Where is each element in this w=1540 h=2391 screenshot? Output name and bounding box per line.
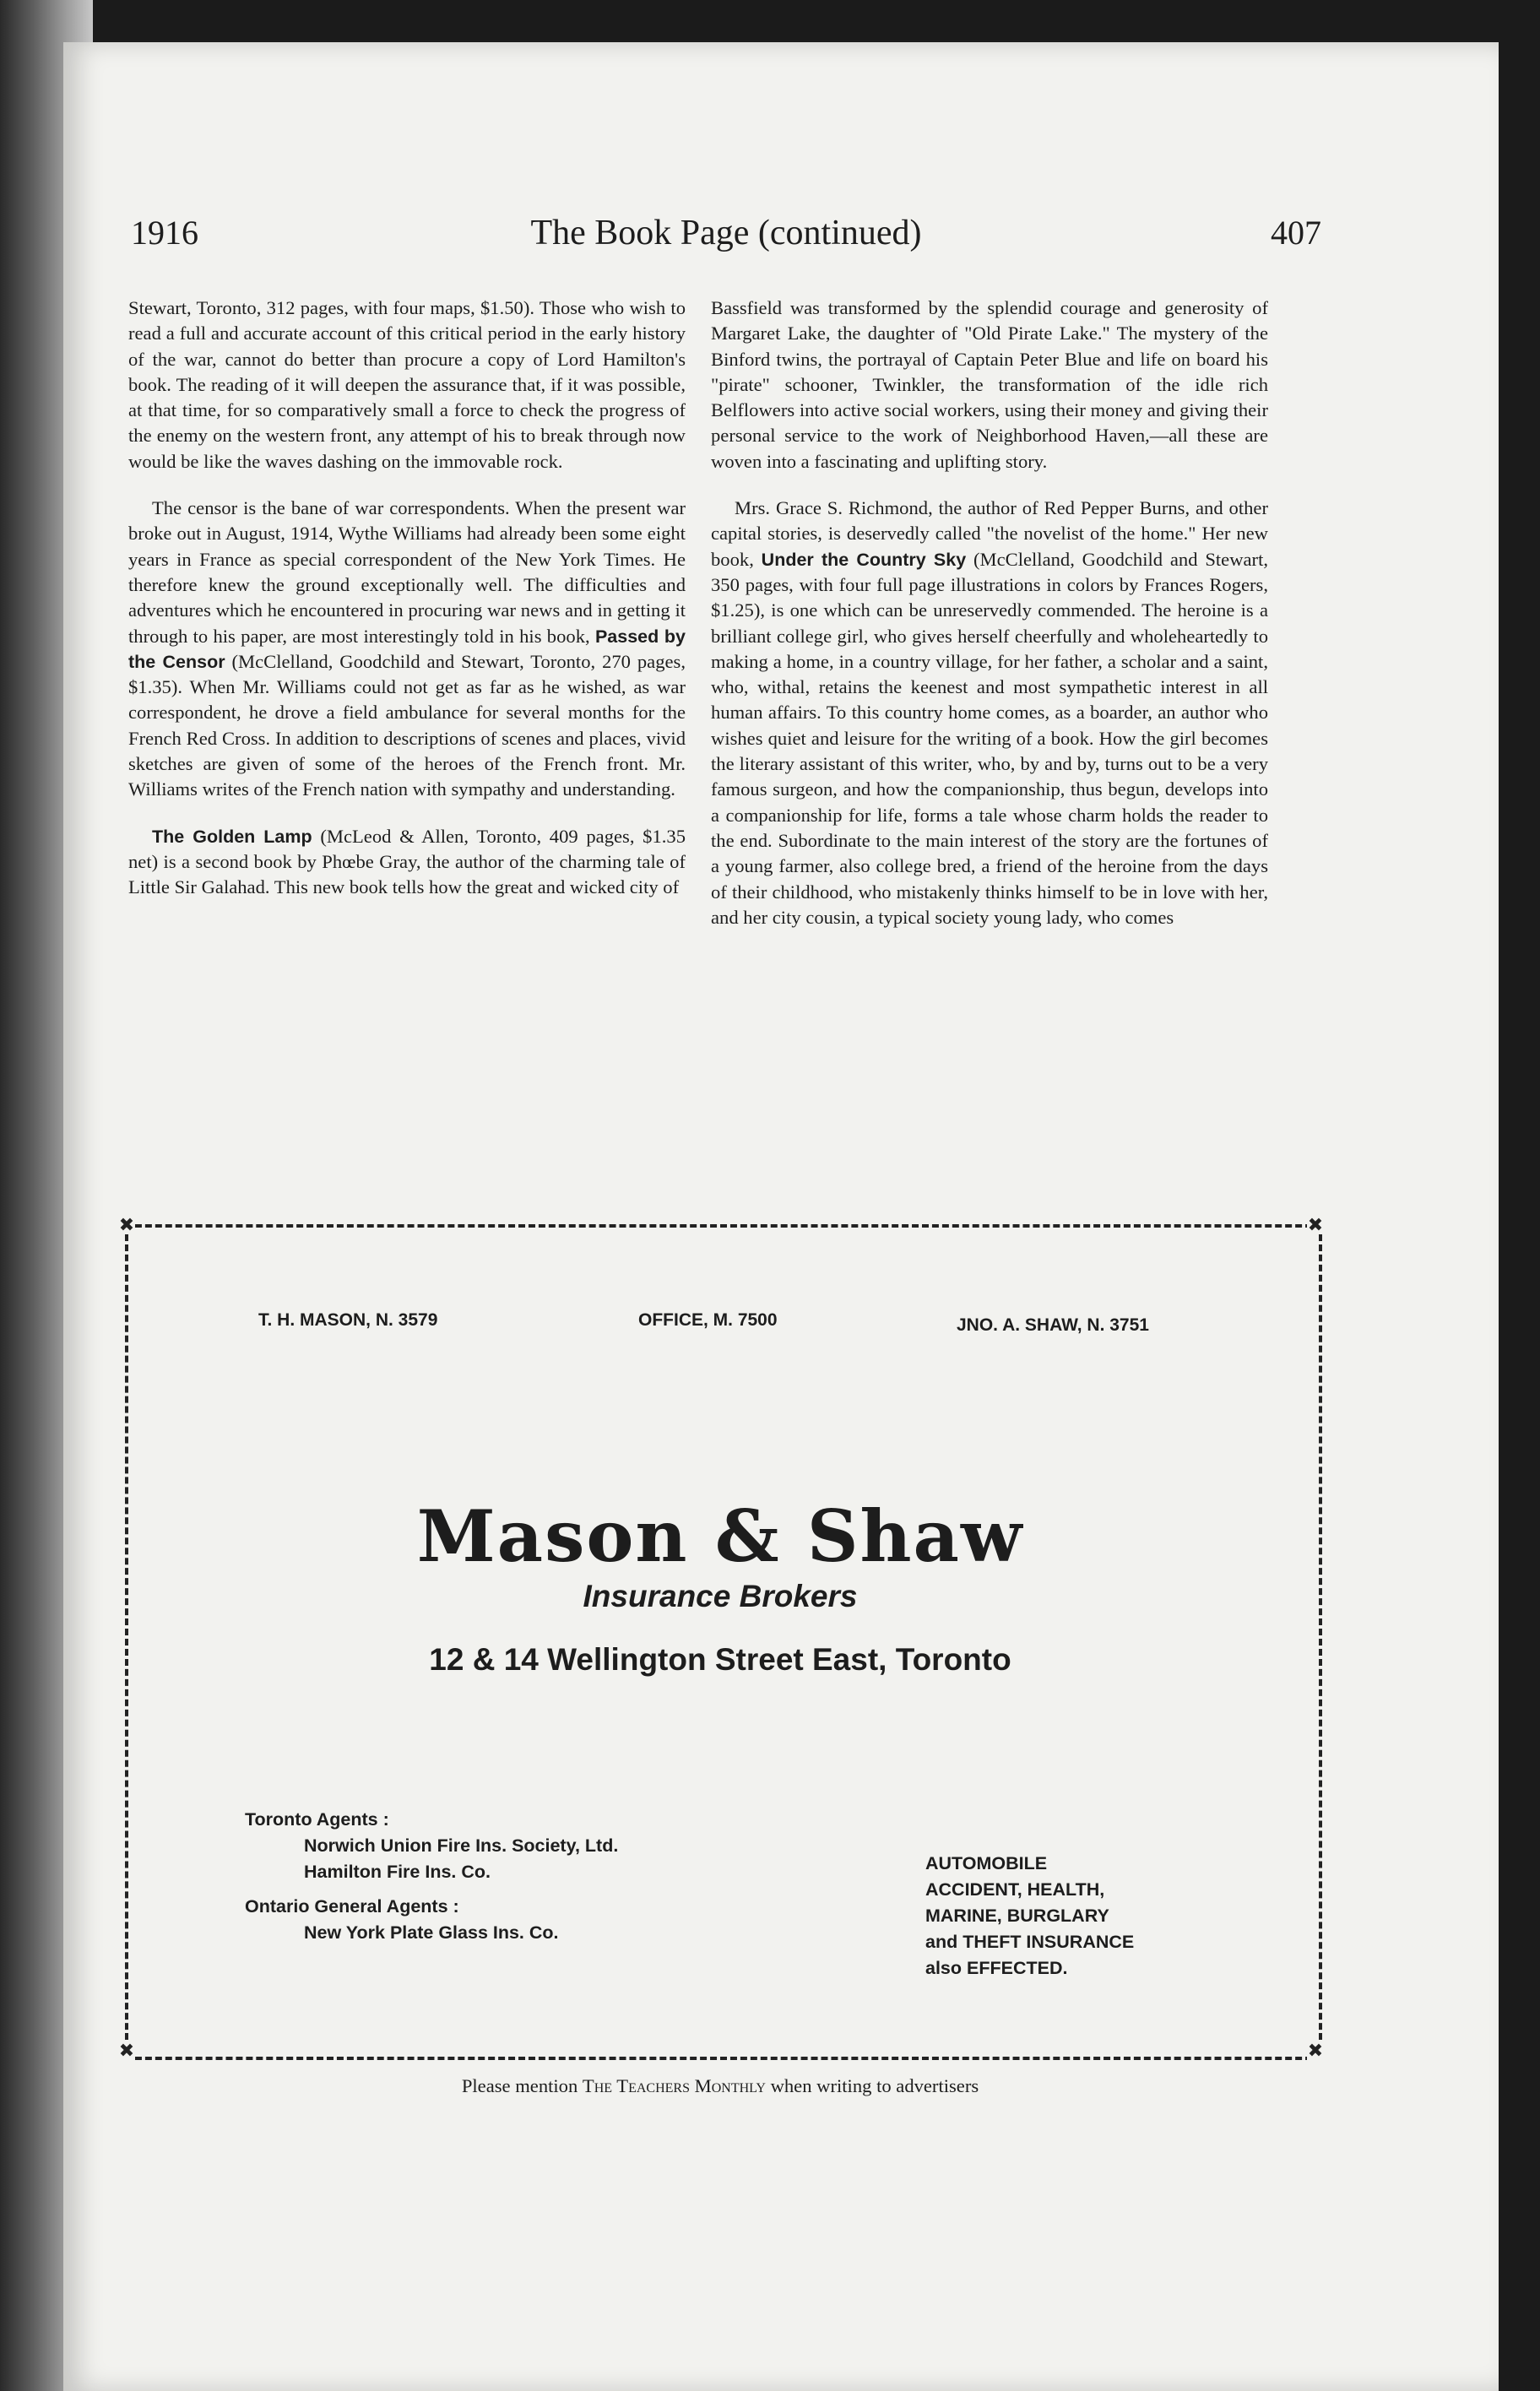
insurance-line: and THEFT INSURANCE: [925, 1932, 1135, 1952]
firm-address: 12 & 14 Wellington Street East, Toronto: [429, 1642, 1011, 1677]
advertiser-footer: Please mention The Teachers Monthly when writing to advertisers: [461, 2075, 979, 2096]
insurance-lines: [925, 1851, 1263, 1982]
corner-ornament-icon: ✖: [1307, 1215, 1324, 1236]
paragraph: Mrs. Grace S. Richmond, the author of Red Pepper Burns, and other capital stories, is deservedly called "the novelist of the home." Her new book, Under the Country Sky (McClelland, Goodchild and Stewart, 350 pages, with four full page illustrations in colors by Frances Rogers, $1.25), is one which can be unreservedly commended. The heroine is a brilliant college girl, who gives herself cheerfully and wholeheartedly to making a home, in a country village, for her father, a scholar and a saint, who, withal, retains the keenest and most sympathetic interest in all human affairs. To this country home comes, as a boarder, an author who wishes quiet and leisure for the writing of a book. How the girl becomes the literary assistant of this writer, who, by and by, turns out to be a very famous surgeon, and how the companionship, thus begun, develops into a companionship for life, forms a tale whose charm holds the reader to the end. Subordinate to the main interest of the story are the fortunes of a young farmer, also college bred, a friend of the heroine from the days of their childhood, who mistakenly thinks himself to be in love with her, and her city cousin, a typical society young lady, who comes: [711, 497, 1268, 928]
magazine-name: The Teachers Monthly: [582, 2075, 766, 2096]
agent-item: New York Plate Glass Ins. Co.: [304, 1922, 559, 1943]
insurance-line: ACCIDENT, HEALTH,: [925, 1879, 1105, 1900]
left-column: [128, 295, 686, 1216]
paragraph: Bassfield was transformed by the splendid courage and generosity of Margaret Lake, the daughter of "Old Pirate Lake." The mystery of the Binford twins, the portrayal of Captain Peter Blue and life on board his "pirate" schooner, Twinkler, the transformation of the idle rich Belflowers into active social workers, using their money and giving their personal service to the work of Neighborhood Haven,—all these are woven into a fascinating and uplifting story.: [711, 297, 1268, 472]
ad-phone-numbers: [117, 1310, 1324, 1344]
agent-item: Hamilton Fire Ins. Co.: [304, 1862, 491, 1882]
corner-ornament-icon: ✖: [118, 2041, 135, 2062]
phone-shaw: JNO. A. SHAW, N. 3751: [957, 1315, 1149, 1335]
phone-mason: T. H. MASON, N. 3579: [258, 1310, 438, 1330]
page-title: The Book Page (continued): [530, 214, 922, 252]
ontario-agents-label: Ontario General Agents :: [245, 1896, 459, 1917]
right-column: [711, 295, 1268, 1216]
running-header: [131, 213, 1321, 272]
firm-subtitle: Insurance Brokers: [583, 1579, 858, 1613]
book-title: Passed by the Censor: [128, 626, 686, 672]
corner-ornament-icon: ✖: [1307, 2041, 1324, 2062]
insurance-line: AUTOMOBILE: [925, 1853, 1048, 1873]
advertisement-box: [117, 1216, 1324, 2060]
page-number: 407: [1271, 214, 1321, 252]
firm-name: Mason & Shaw: [416, 1494, 1024, 1578]
book-title: Under the Country Sky: [761, 549, 967, 570]
book-title: The Golden Lamp: [152, 826, 312, 847]
paragraph: The Golden Lamp (McLeod & Allen, Toronto, 409 pages, $1.35 net) is a second book by Phœbe Gray, the author of the charming tale of Little Sir Galahad. This new book tells how the great and wicked city of: [128, 825, 686, 898]
paragraph: The censor is the bane of war correspondents. When the present war broke out in August, 1914, Wythe Williams had already been some eight years in France as special correspondent of the New York Times. He therefore knew the ground exceptionally well. The difficulties and adventures which he encountered in procuring war news and in getting it through to his paper, are most interestingly told in his book, Passed by the Censor (McClelland, Goodchild and Stewart, Toronto, 270 pages, $1.35). When Mr. Williams could not get as far as he wished, as war correspondent, he drove a field ambulance for several months for the French Red Cross. In addition to descriptions of scenes and places, vivid sketches are given of some of the heroes of the French front. Mr. Williams writes of the French nation with sympathy and understanding.: [128, 497, 686, 800]
insurance-line: MARINE, BURGLARY: [925, 1906, 1109, 1926]
header-year: 1916: [131, 214, 198, 252]
paragraph: Stewart, Toronto, 312 pages, with four maps, $1.50). Those who wish to read a full and accurate account of this critical period in the early history of the war, cannot do better than procure a copy of Lord Hamilton's book. The reading of it will deepen the assurance that, if it was possible, at that time, for so comparatively small a force to check the progress of the enemy on the western front, any attempt of his to break through now would be like the waves dashing on the immovable rock.: [128, 297, 686, 472]
agent-item: Norwich Union Fire Ins. Society, Ltd.: [304, 1835, 619, 1856]
toronto-agents-label: Toronto Agents :: [245, 1809, 389, 1830]
agents-list: [245, 1807, 853, 1946]
corner-ornament-icon: ✖: [118, 1215, 135, 1236]
insurance-line: also EFFECTED.: [925, 1958, 1068, 1978]
phone-office: OFFICE, M. 7500: [638, 1310, 778, 1330]
